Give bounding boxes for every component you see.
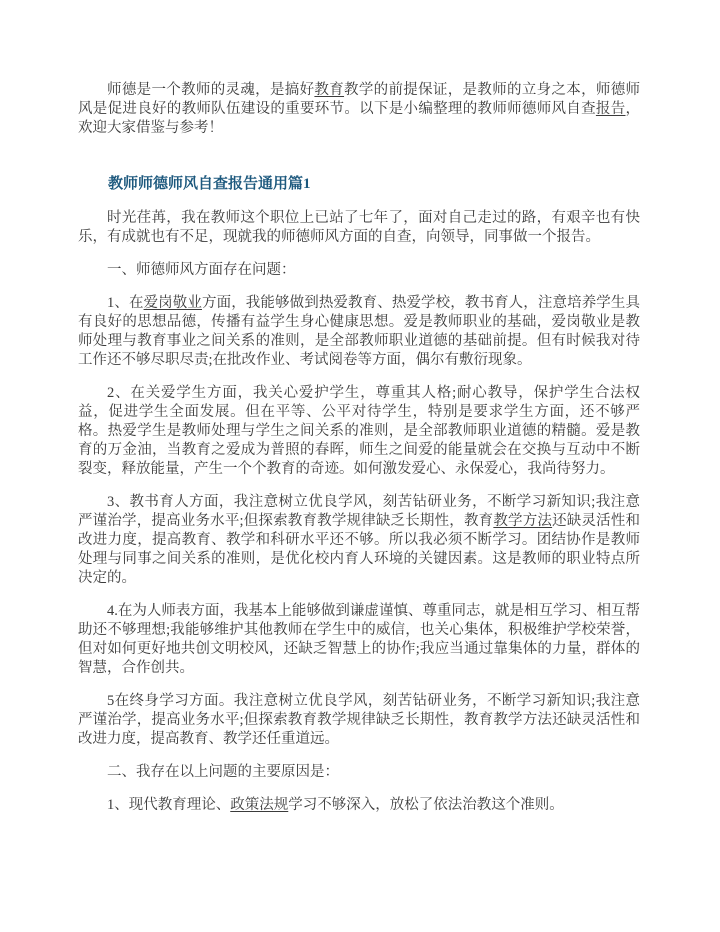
- intro-paragraph: [78, 81, 640, 138]
- text-run: 学习不够深入，放松了依法治教这个准则。: [288, 797, 564, 813]
- problem-item-5: [78, 692, 640, 749]
- inline-link[interactable]: 爱岗敬业: [143, 295, 202, 311]
- text-run: 3、教书育人方面，我注意树立优良学风，刻苦钻研业务，不断学习新知识;我注意严谨治学，提高业务水平;但探索教育教学规律缺乏长期性，教育: [78, 494, 640, 529]
- cause-item-1: [78, 796, 640, 815]
- document-body: [78, 81, 640, 815]
- opening-paragraph: [78, 209, 640, 247]
- text-run: 4.在为人师表方面，我基本上能够做到谦虚谨慎、尊重同志，就是相互学习、相互帮助还不够理想;我能够维护其他教师在学生中的威信，也关心集体，积极维护学校荣誉，但对如何更好地共创文明校风，还缺乏智慧上的协作;我应当通过靠集体的力量，群体的智慧，合作创共。: [78, 603, 640, 676]
- text-run: 师德是一个教师的灵魂，是搞好: [107, 82, 315, 98]
- article-title: [78, 175, 640, 194]
- text-run: 教学的前提保证，是教师的立身之本，师德师风是促进良好的教师队伍建设的重要环节。以下是小编整理的教师师德师风自查: [78, 82, 641, 117]
- inline-link[interactable]: 教学方法: [493, 513, 553, 529]
- text-run: 时光荏苒，我在教师这个职位上已站了七年了，面对自己走过的路，有艰辛也有快乐，有成就也有不足，现就我的师德师风方面的自查，向领导，同事做一个报告。: [78, 210, 640, 245]
- problem-item-3: [78, 493, 640, 588]
- text-run: 1、现代教育理论、: [107, 797, 231, 813]
- document-page: [78, 81, 640, 829]
- text-run: 2、在关爱学生方面，我关心爱护学生，尊重其人格;耐心教导，保护学生合法权益，促进学生全面发展。但在平等、公平对待学生，特别是要求学生方面，还不够严格。热爱学生是教师处理与学生之间关系的准则，是全部教师职业道德的精髓。爱是教育的万金油，当教育之爱成为普照的春晖，师生之间爱的能量就会在交换与互动中不断裂变，释放能量，产生一个个教育的奇迹。如何激发爱心、永保爱心，我尚待努力。: [78, 385, 640, 477]
- text-run: 方面，我能够做到热爱教育、热爱学校，教书育人，注意培养学生具有良好的思想品德，传播有益学生身心健康思想。爱是教师职业的基础，爱岗敬业是教师处理与教育事业之间关系的准则，是全部教师职业道德的基础前提。但有时候我对待工作还不够尽职尽责;在批改作业、考试阅卷等方面，偶尔有敷衍现象。: [78, 295, 641, 368]
- inline-link[interactable]: 政策法规: [230, 797, 289, 813]
- problem-item-4: [78, 602, 640, 678]
- section-heading-causes: [78, 763, 640, 782]
- text-run: 二、我存在以上问题的主要原因是：: [107, 764, 339, 780]
- inline-link[interactable]: 报告: [595, 101, 626, 117]
- text-run: 教师师德师风自查报告通用篇1: [108, 176, 311, 192]
- text-run: 1、在: [107, 295, 144, 311]
- problem-item-1: [78, 294, 640, 370]
- problem-item-2: [78, 384, 640, 479]
- text-run: ，欢迎大家借鉴与参考！: [78, 101, 641, 136]
- inline-link[interactable]: 教育: [314, 82, 345, 98]
- text-run: 5在终身学习方面。我注意树立优良学风，刻苦钻研业务，不断学习新知识;我注意严谨治学，提高业务水平;但探索教育教学规律缺乏长期性，教育教学方法还缺灵活性和改进力度，提高教育、教学还任重道远。: [78, 693, 640, 747]
- text-run: 还缺灵活性和改进力度，提高教育、教学和科研水平还不够。所以我必须不断学习。团结协作是教师处理与同事之间关系的准则，是优化校内育人环境的关键因素。这是教师的职业特点所决定的。: [78, 513, 641, 586]
- section-heading-problems: [78, 261, 640, 280]
- text-run: 一、师德师风方面存在问题：: [107, 262, 296, 278]
